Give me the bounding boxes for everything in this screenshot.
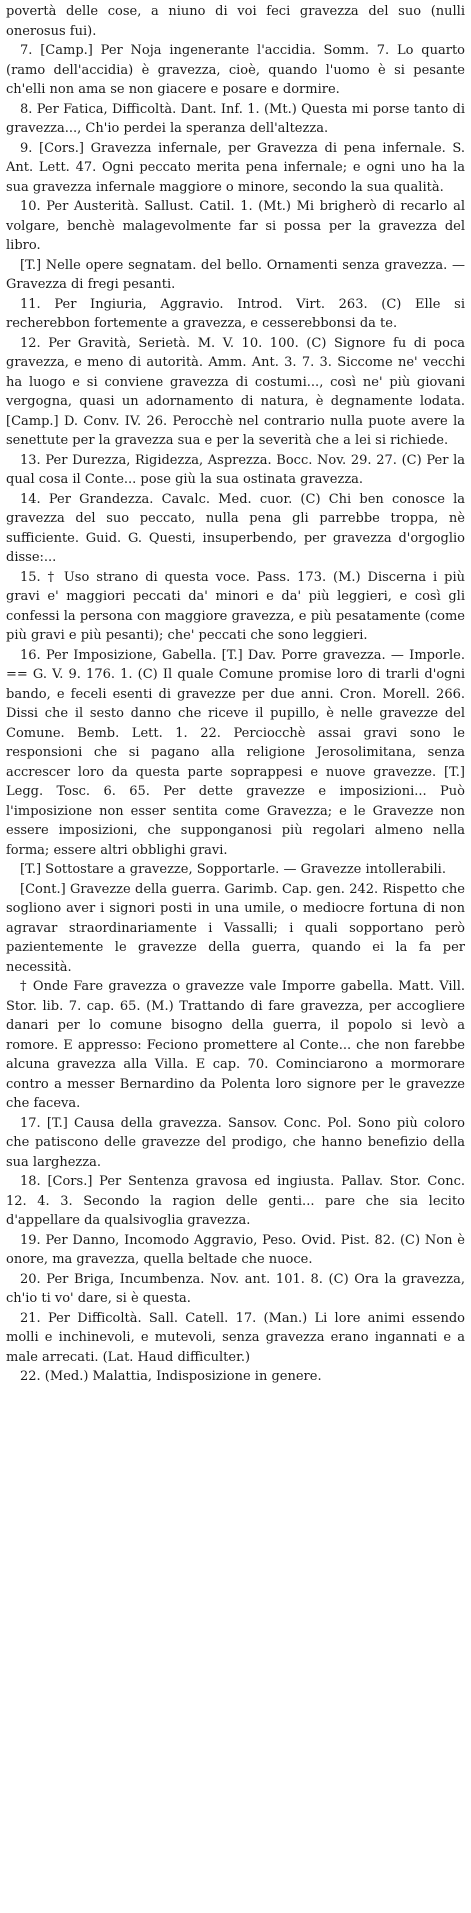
entry-sense-8: 8. Per Fatica, Difficoltà. Dant. Inf. 1. (Mt.) Questa mi porse tanto di gravezza..., Ch'io perdei la speranza dell'altezza. [6, 101, 465, 136]
entry-sense-22: 22. (Med.) Malattia, Indisposizione in genere. [20, 1369, 322, 1384]
entry-sense-16: 16. Per Imposizione, Gabella. [T.] Dav. Porre gravezza. — Imporle. == G. V. 9. 176. 1. (C) Il quale Comune promise loro di trarli d'ogni bando, e feceli esenti di gravezze per due anni. Cron. Morell. 266. Dissi che il sesto danno che riceve il pupillo, è nelle gravezze del Comune. Bemb. Lett. 1. 22. Perciocchè assai gravi sono le responsioni che si pagano alla religione Jerosolimitana, senza accrescer loro da questa parte soprappesi e nuove gravezze. [T.] Legg. Tosc. 6. 65. Per dette gravezze e imposizioni... Può l'imposizione non esser sentita come Gravezza; e le Gravezze non essere imposizioni, che supponganosi più regolari almeno nella forma; essere altri obblighi gravi. [6, 647, 465, 858]
entry-continuation: povertà delle cose, a niuno di voi feci gravezza del suo (nulli onerosus fui). [6, 4, 465, 39]
entry-sense-18: 18. [Cors.] Per Sentenza gravosa ed ingiusta. Pallav. Stor. Conc. 12. 4. 3. Secondo la ragion delle genti... pare che sia lecito d'appellare da qualsivoglia gravezza. [6, 1174, 465, 1228]
entry-sense-19: 19. Per Danno, Incomodo Aggravio, Peso. Ovid. Pist. 82. (C) Non è onore, ma gravezza, quella beltade che nuoce. [6, 1232, 465, 1267]
entry-sense-14: 14. Per Grandezza. Cavalc. Med. cuor. (C) Chi ben conosce la gravezza del suo peccato, nulla pena gli parrebbe troppa, nè sufficiente. Guid. G. Questi, insuperbendo, per gravezza d'orgoglio disse:... [6, 491, 465, 565]
entry-sense-10-note: [T.] Nelle opere segnatam. del bello. Ornamenti senza gravezza. — Gravezza di fregi pesanti. [6, 257, 465, 292]
entry-sense-16-fare: † Onde Fare gravezza o gravezze vale Imporre gabella. Matt. Vill. Stor. lib. 7. cap. 65. (M.) Trattando di fare gravezza, per accogliere danari per lo comune bisogno della guerra, il popolo si levò a romore. E appresso: Feciono promettere al Conte... che non farebbe alcuna gravezza alla Villa. E cap. 70. Cominciarono a mormorare contro a messer Bernardino da Polenta loro signore per le gravezze che faceva. [6, 979, 465, 1111]
entry-sense-20: 20. Per Briga, Incumbenza. Nov. ant. 101. 8. (C) Ora la gravezza, ch'io ti vo' dare, si è questa. [6, 1271, 465, 1306]
entry-sense-9: 9. [Cors.] Gravezza infernale, per Gravezza di pena infernale. S. Ant. Lett. 47. Ogni peccato merita pena infernale; e ogni uno ha la sua gravezza infernale maggiore o minore, secondo la sua qualità. [6, 140, 465, 195]
entry-sense-16-war: [Cont.] Gravezze della guerra. Garimb. Cap. gen. 242. Rispetto che sogliono aver i signori posti in una umile, o mediocre fortuna di non agravar straordinariamente i Vassalli; i quali sopportano però pazientemente le gravezze della guerra, quando ei la fa per necessità. [6, 881, 465, 975]
entry-sense-21: 21. Per Difficoltà. Sall. Catell. 17. (Man.) Li lore animi essendo molli e inchinevoli, e mutevoli, senza gravezza erano ingannati e a male arrecati. (Lat. Haud difficulter.) [6, 1310, 465, 1365]
entry-sense-15: 15. † Uso strano di questa voce. Pass. 173. (M.) Discerna i più gravi e' maggiori peccati da' minori e da' più leggieri, e così gli confessi la persona con maggiore gravezza, e più pesatamente (come più gravi e più pesanti); che' peccati che sono leggieri. [6, 569, 465, 643]
entry-sense-17: 17. [T.] Causa della gravezza. Sansov. Conc. Pol. Sono più coloro che patiscono delle gravezze del prodigo, che hanno benefizio della sua larghezza. [6, 1115, 465, 1170]
entry-sense-11: 11. Per Ingiuria, Aggravio. Introd. Virt. 263. (C) Elle si recherebbon fortemente a gravezza, e cesserebbonsi da te. [6, 296, 465, 331]
entry-sense-13: 13. Per Durezza, Rigidezza, Asprezza. Bocc. Nov. 29. 27. (C) Per la qual cosa il Conte... pose giù la sua ostinata gravezza. [6, 452, 465, 487]
entry-sense-12: 12. Per Gravità, Serietà. M. V. 10. 100. (C) Signore fu di poca gravezza, e meno di autorità. Amm. Ant. 3. 7. 3. Siccome ne' vecchi ha luogo e si conviene gravezza di costumi..., così ne' più giovani vergogna, quasi un adornamento di natura, è degnamente lodata. [Camp.] D. Conv. IV. 26. Perocchè nel contrario nulla puote avere la senettute per la gravezza sua e per la severità che a lei si richiede. [6, 335, 465, 448]
entry-sense-7: 7. [Camp.] Per Noja ingenerante l'accidia. Somm. 7. Lo quarto (ramo dell'accidia) è gravezza, cioè, quando l'uomo è si pesante ch'elli non ama se non giacere e posare e dormire. [6, 43, 465, 97]
entry-sense-16-note: [T.] Sottostare a gravezze, Sopportarle. — Gravezze intollerabili. [20, 862, 446, 877]
entry-sense-10: 10. Per Austerità. Sallust. Catil. 1. (Mt.) Mi brigherò di recarlo al volgare, benchè malagevolmente far si possa per la gravezza del libro. [6, 199, 465, 253]
